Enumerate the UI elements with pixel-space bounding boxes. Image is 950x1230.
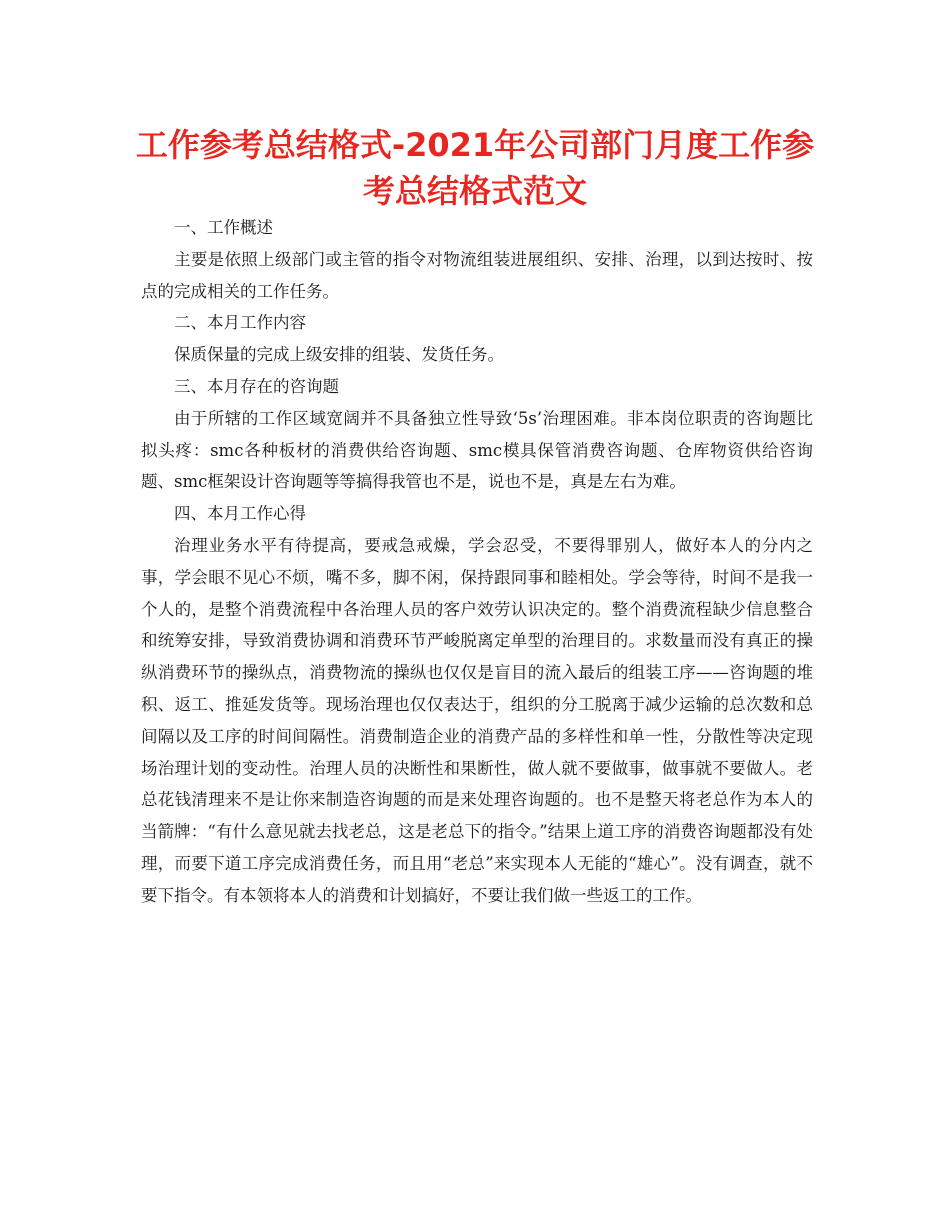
paragraph-overview: 主要是依照上级部门或主管的指令对物流组装进展组织、安排、治理，以到达按时、按点的完成相关的工作任务。 bbox=[141, 249, 813, 301]
document-title: 工作参考总结格式-2021年公司部门月度工作参考总结格式范文 bbox=[135, 126, 815, 210]
section-heading-insights: 四、本月工作心得 bbox=[174, 504, 306, 524]
section-heading-problems: 三、本月存在的咨询题 bbox=[174, 376, 339, 396]
section-heading-content: 二、本月工作内容 bbox=[174, 313, 306, 333]
paragraph-insights: 治理业务水平有待提高，要戒急戒燥，学会忍受，不要得罪别人，做好本人的分内之事，学会眼不见心不烦，嘴不多，脚不闲，保持跟同事和睦相处。学会等待，时间不是我一个人的，是整个消费流程中各治理人员的客户效劳认识决定的。整个消费流程缺少信息整合和统筹安排，导致消费协调和消费环节严峻脱离定单型的治理目的。求数量而没有真正的操纵消费环节的操纵点，消费物流的操纵也仅仅是盲目的流入最后的组装工序——咨询题的堆积、返工、推延发货等。现场治理也仅仅表达于，组织的分工脱离于减少运输的总次数和总间隔以及工序的时间间隔性。消费制造企业的消费产品的多样性和单一性，分散性等决定现场治理计划的变动性。治理人员的决断性和果断性，做人就不要做事，做事就不要做人。老总花钱清理来不是让你来制造咨询题的而是来处理咨询题的。也不是整天将老总作为本人的当箭牌：“有什么意见就去找老总，这是老总下的指令。”结果上道工序的消费咨询题都没有处理，而要下道工序完成消费任务，而且用“老总”来实现本人无能的“雄心”。没有调查，就不要下指令。有本领将本人的消费和计划搞好，不要让我们做一些返工的工作。 bbox=[141, 535, 813, 905]
paragraph-problems: 由于所辖的工作区域宽阔并不具备独立性导致‘5s’治理困难。非本岗位职责的咨询题比拟头疼：smc各种板材的消费供给咨询题、smc模具保管消费咨询题、仓库物资供给咨询题、smc框架设计咨询题等等搞得我管也不是，说也不是，真是左右为难。 bbox=[141, 408, 813, 492]
section-heading-overview: 一、工作概述 bbox=[174, 218, 273, 237]
document-body bbox=[141, 212, 813, 912]
paragraph-content: 保质保量的完成上级安排的组装、发货任务。 bbox=[174, 345, 504, 365]
